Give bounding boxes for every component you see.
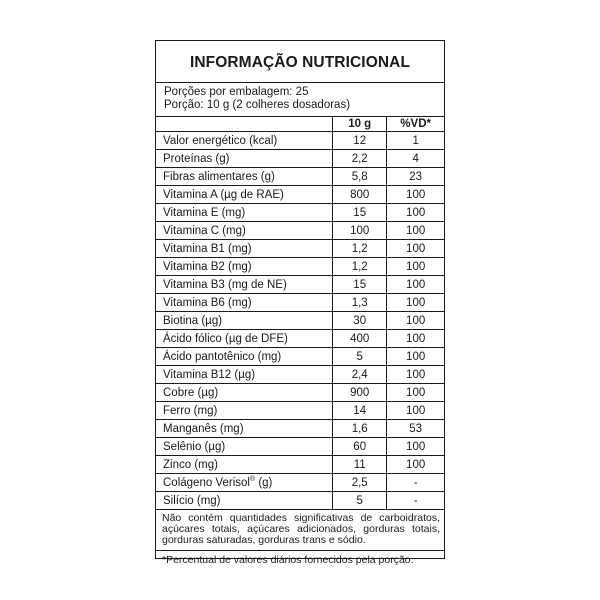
nutrient-name: Vitamina B1 (mg) <box>156 240 333 258</box>
nutrient-amount: 1,2 <box>333 258 387 276</box>
table-header-row <box>156 117 444 132</box>
nutrient-amount: 15 <box>333 276 387 294</box>
nutrient-amount: 800 <box>333 186 387 204</box>
nutrient-dv: 100 <box>387 348 444 366</box>
nutrient-dv: 100 <box>387 438 444 456</box>
nutrient-name: Vitamina B2 (mg) <box>156 258 333 276</box>
table-row <box>156 150 444 168</box>
table-row <box>156 240 444 258</box>
nutrient-name: Fibras alimentares (g) <box>156 168 333 186</box>
nutrient-dv: 100 <box>387 276 444 294</box>
nutrient-amount: 1,2 <box>333 240 387 258</box>
nutrition-facts-label <box>155 40 445 566</box>
column-header-dv: %VD* <box>387 117 444 132</box>
nutrient-amount: 5,8 <box>333 168 387 186</box>
nutrient-amount: 11 <box>333 456 387 474</box>
table-row <box>156 384 444 402</box>
nutrient-amount: 900 <box>333 384 387 402</box>
nutrient-amount: 100 <box>333 222 387 240</box>
nutrient-name: Cobre (µg) <box>156 384 333 402</box>
nutrient-dv: 53 <box>387 420 444 438</box>
table-row <box>156 420 444 438</box>
nutrient-dv: 100 <box>387 366 444 384</box>
nutrient-dv: 100 <box>387 294 444 312</box>
nutrient-amount: 30 <box>333 312 387 330</box>
nutrient-name: Vitamina E (mg) <box>156 204 333 222</box>
table-row <box>156 456 444 474</box>
table-row <box>156 132 444 150</box>
nutrient-amount: 2,4 <box>333 366 387 384</box>
nutrient-name: Ferro (mg) <box>156 402 333 420</box>
table-row <box>156 474 444 492</box>
nutrient-dv: - <box>387 492 444 510</box>
column-header-nutrient <box>156 117 333 132</box>
table-row <box>156 294 444 312</box>
table-row <box>156 492 444 510</box>
table-row <box>156 312 444 330</box>
nutrient-dv: - <box>387 474 444 492</box>
nutrient-dv: 100 <box>387 204 444 222</box>
dv-footnote: *Percentual de valores diários fornecidos pela porção. <box>162 553 414 566</box>
table-row <box>156 330 444 348</box>
nutrient-table <box>156 117 444 510</box>
nutrient-dv: 23 <box>387 168 444 186</box>
nutrient-name: Vitamina C (mg) <box>156 222 333 240</box>
table-row <box>156 204 444 222</box>
nutrient-name: Biotina (µg) <box>156 312 333 330</box>
nutrient-name: Vitamina B12 (µg) <box>156 366 333 384</box>
nutrient-name: Vitamina B3 (mg de NE) <box>156 276 333 294</box>
nutrient-dv: 100 <box>387 384 444 402</box>
nutrient-name: Zinco (mg) <box>156 456 333 474</box>
nutrient-dv: 1 <box>387 132 444 150</box>
nutrient-dv: 100 <box>387 258 444 276</box>
column-header-amount: 10 g <box>333 117 387 132</box>
table-row <box>156 276 444 294</box>
nutrient-name: Vitamina A (µg de RAE) <box>156 186 333 204</box>
nutrient-amount: 1,3 <box>333 294 387 312</box>
nutrient-dv: 100 <box>387 240 444 258</box>
nutrient-name: Valor energético (kcal) <box>156 132 333 150</box>
nutrient-dv: 4 <box>387 150 444 168</box>
nutrient-amount: 5 <box>333 492 387 510</box>
nutrient-name: Ácido fólico (µg de DFE) <box>156 330 333 348</box>
table-row <box>156 348 444 366</box>
table-row <box>156 168 444 186</box>
label-title: INFORMAÇÃO NUTRICIONAL <box>156 41 444 83</box>
table-row <box>156 366 444 384</box>
nutrient-amount: 15 <box>333 204 387 222</box>
nutrient-dv: 100 <box>387 186 444 204</box>
table-row <box>156 258 444 276</box>
nutrient-name: Ácido pantotênico (mg) <box>156 348 333 366</box>
nutrient-amount: 60 <box>333 438 387 456</box>
nutrient-name: Silício (mg) <box>156 492 333 510</box>
nutrient-dv: 100 <box>387 402 444 420</box>
nutrient-amount: 2,5 <box>333 474 387 492</box>
nutrient-dv: 100 <box>387 312 444 330</box>
nutrient-dv: 100 <box>387 330 444 348</box>
nutrient-amount: 14 <box>333 402 387 420</box>
nutrient-amount: 400 <box>333 330 387 348</box>
nutrient-name: Colágeno Verisol® (g) <box>156 474 333 492</box>
servings-per-package: Porções por embalagem: 25 <box>164 86 309 98</box>
nutrient-amount: 2,2 <box>333 150 387 168</box>
serving-info <box>156 83 444 117</box>
nutrient-name: Vitamina B6 (mg) <box>156 294 333 312</box>
nutrient-name: Proteínas (g) <box>156 150 333 168</box>
table-row <box>156 438 444 456</box>
serving-size: Porção: 10 g (2 colheres dosadoras) <box>164 99 351 111</box>
nutrient-dv: 100 <box>387 222 444 240</box>
table-row <box>156 186 444 204</box>
nutrient-dv: 100 <box>387 456 444 474</box>
table-row <box>156 222 444 240</box>
nutrient-name: Selênio (µg) <box>156 438 333 456</box>
nutrient-amount: 12 <box>333 132 387 150</box>
nutrient-name: Manganês (mg) <box>156 420 333 438</box>
nutrient-amount: 1,6 <box>333 420 387 438</box>
nutrient-amount: 5 <box>333 348 387 366</box>
nutrition-note: Não contém quantidades significativas de carboidratos, açúcares totais, açúcares adicionados, gorduras totais, gorduras saturadas, gorduras trans e sódio. <box>156 510 444 551</box>
table-row <box>156 402 444 420</box>
